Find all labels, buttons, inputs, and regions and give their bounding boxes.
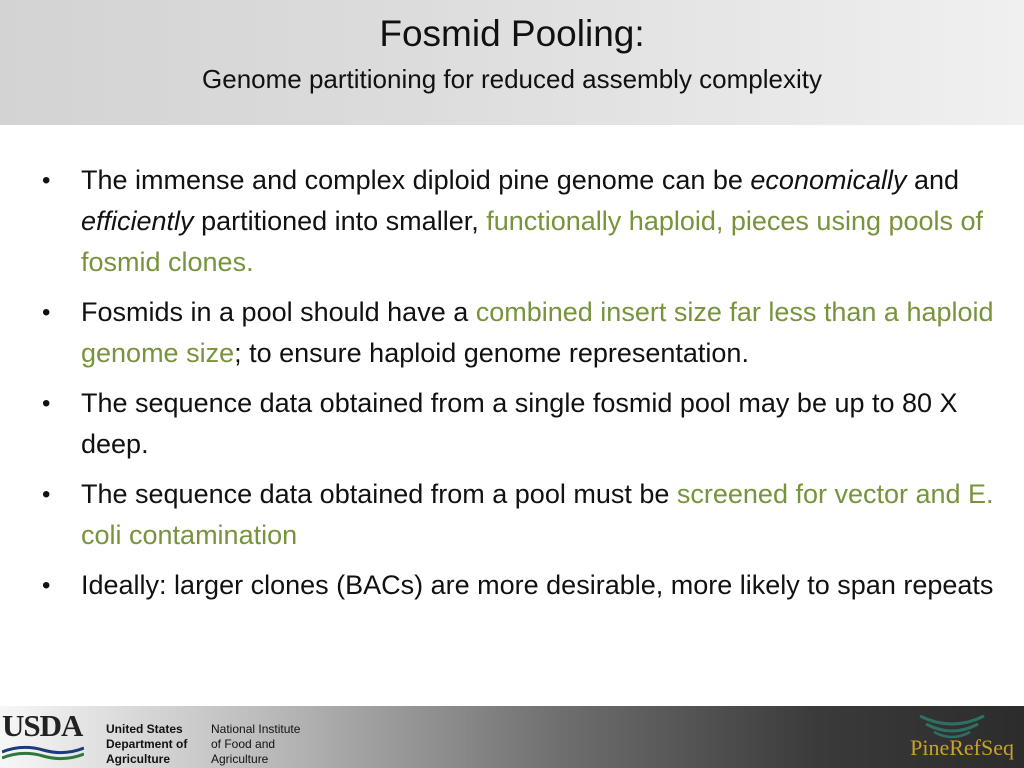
bullet-text-segment: screened for vector and E. coli contamination bbox=[81, 479, 994, 550]
usda-logo-text: USDA bbox=[2, 708, 83, 743]
pinerefseq-logo-text: PineRefSeq bbox=[910, 735, 1014, 760]
institute-line: Agriculture bbox=[211, 752, 269, 766]
bullet-dot-icon: • bbox=[42, 167, 51, 194]
bullet-text-segment: The immense and complex diploid pine genome can be bbox=[81, 165, 751, 195]
bullet-text-segment: efficiently bbox=[81, 206, 194, 236]
bullet-item bbox=[0, 292, 1024, 374]
bullet-item bbox=[0, 565, 1024, 606]
bullet-text-segment: and bbox=[906, 165, 960, 195]
bullet-item bbox=[0, 160, 1024, 283]
bullet-text-segment: Ideally: larger clones (BACs) are more desirable, more likely to span repeats bbox=[81, 570, 994, 600]
bullet-dot-icon: • bbox=[42, 299, 51, 326]
bullet-item bbox=[0, 383, 1024, 465]
bullet-dot-icon: • bbox=[42, 390, 51, 417]
bullet-text-segment: functionally haploid, pieces using pools of fosmid clones. bbox=[81, 206, 984, 277]
bullet-text-segment: Fosmids in a pool should have a bbox=[81, 297, 476, 327]
slide-subtitle: Genome partitioning for reduced assembly complexity bbox=[202, 64, 822, 94]
slide-header bbox=[0, 0, 1024, 125]
bullet-text-segment: ; to ensure haploid genome representation. bbox=[234, 338, 749, 368]
bullet-text-segment: economically bbox=[750, 165, 907, 195]
department-line: United States bbox=[106, 722, 183, 736]
bullet-item bbox=[0, 474, 1024, 556]
department-line: Agriculture bbox=[106, 752, 171, 766]
institute-name bbox=[211, 722, 321, 767]
footer-bar bbox=[0, 706, 1024, 768]
slide-title: Fosmid Pooling: bbox=[379, 13, 645, 54]
department-line: Department of bbox=[106, 737, 188, 751]
bullet-dot-icon: • bbox=[42, 481, 51, 508]
bullet-text-segment: The sequence data obtained from a single fosmid pool may be up to 80 X deep. bbox=[81, 388, 958, 459]
bullet-dot-icon: • bbox=[42, 572, 51, 599]
institute-line: of Food and bbox=[211, 737, 276, 751]
bullet-text-segment: combined insert size far less than a haploid genome size bbox=[81, 297, 994, 368]
bullet-text-segment: The sequence data obtained from a pool must be bbox=[81, 479, 677, 509]
department-name bbox=[106, 722, 206, 767]
bullet-text-segment: partitioned into smaller, bbox=[193, 206, 487, 236]
institute-line: National Institute bbox=[211, 722, 301, 736]
bullet-list bbox=[0, 160, 1024, 615]
